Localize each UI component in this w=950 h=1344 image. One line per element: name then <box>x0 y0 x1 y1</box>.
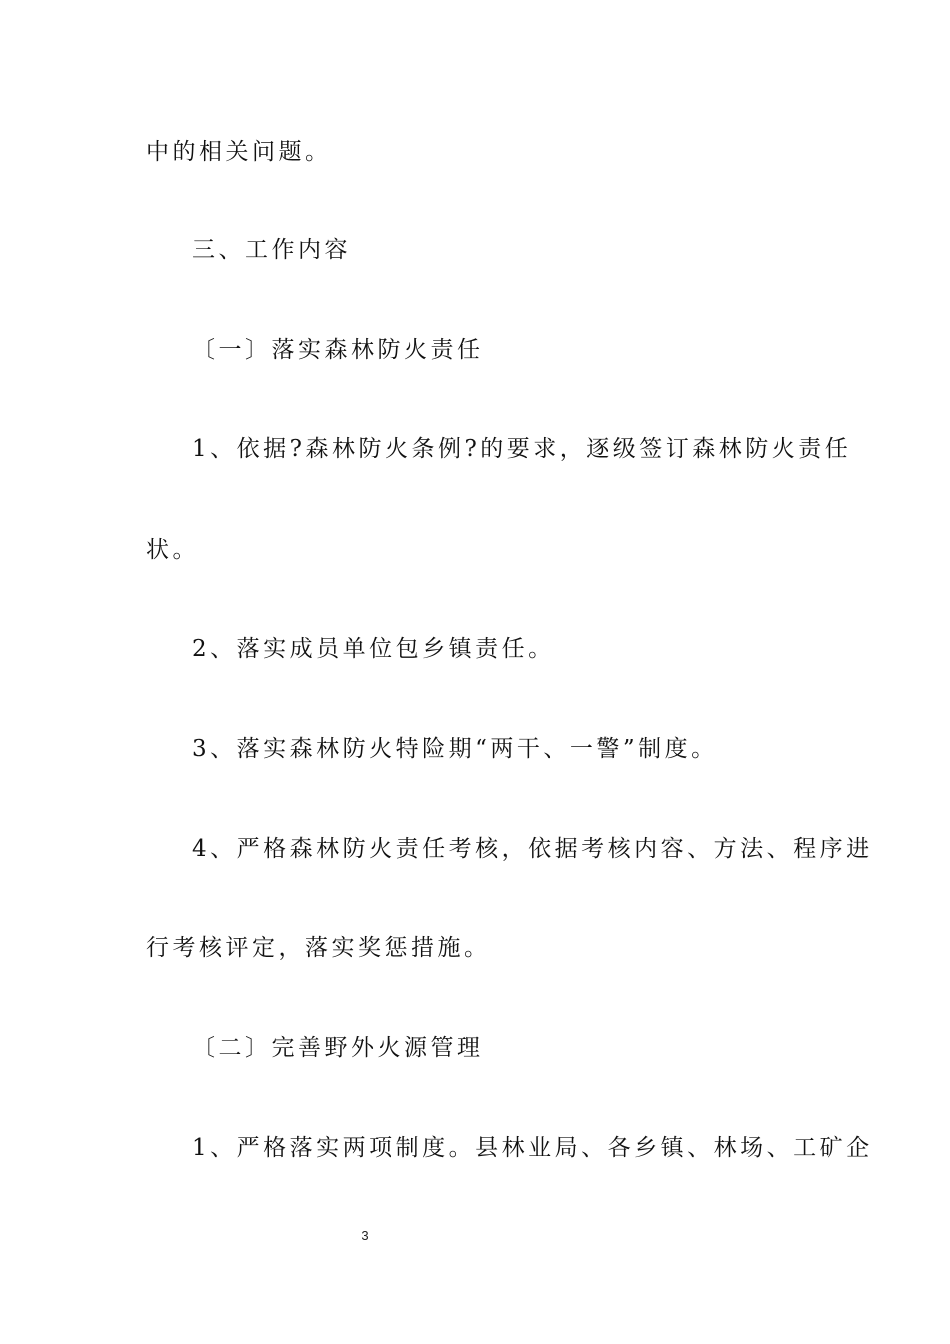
section-heading-work-content: 三、工作内容 <box>192 237 351 263</box>
paragraph-item-5-line-1: 1、严格落实两项制度。县林业局、各乡镇、林场、工矿企 <box>192 1135 873 1161</box>
paragraph-item-3: 3、落实森林防火特险期“两干、一警”制度。 <box>192 736 718 762</box>
paragraph-item-2: 2、落实成员单位包乡镇责任。 <box>192 636 555 662</box>
page-number: 3 <box>361 1228 369 1243</box>
text-line-continuation: 中的相关问题。 <box>146 139 332 165</box>
paragraph-item-4-line-2: 行考核评定，落实奖惩措施。 <box>146 935 491 961</box>
paragraph-item-1-line-1: 1、依据?森林防火条例?的要求，逐级签订森林防火责任 <box>192 436 852 462</box>
paragraph-item-4-line-1: 4、严格森林防火责任考核，依据考核内容、方法、程序进 <box>192 836 873 862</box>
subsection-heading-2: 〔二〕完善野外火源管理 <box>192 1035 484 1061</box>
paragraph-item-1-line-2: 状。 <box>146 537 199 563</box>
subsection-heading-1: 〔一〕落实森林防火责任 <box>192 337 484 363</box>
